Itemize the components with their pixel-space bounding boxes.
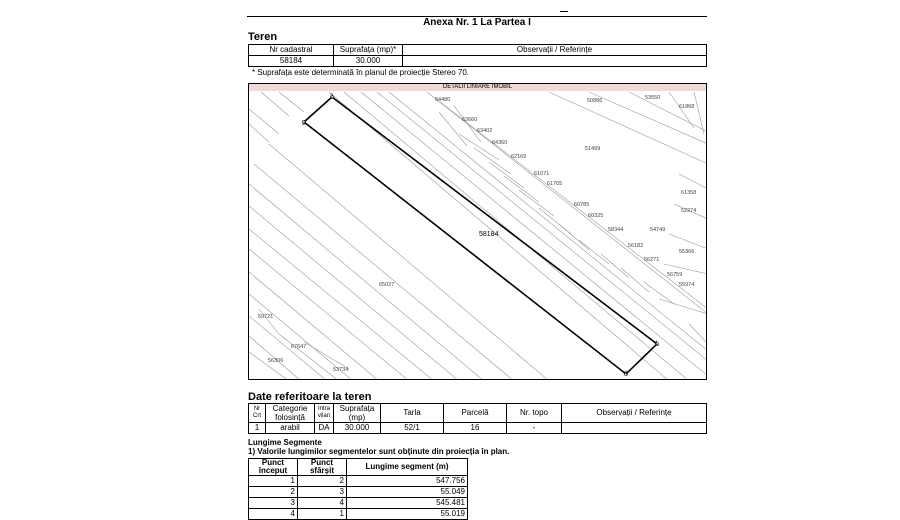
- neighbor-label: 60325: [588, 213, 604, 219]
- col-punct-sfarsit: Punct sfârșit: [298, 459, 347, 476]
- col-categorie: Categorie folosință: [266, 404, 315, 423]
- neighbor-label: 56271: [644, 257, 660, 263]
- table-header-row: [249, 459, 468, 476]
- cell-start: 3: [249, 498, 298, 509]
- cell-suprafata: 30.000: [334, 423, 381, 434]
- parcel-map: [248, 83, 707, 380]
- neighbor-label: 56182: [628, 243, 644, 249]
- neighbor-label: 61358: [681, 190, 697, 196]
- cell-intravilan: DA: [315, 423, 334, 434]
- cell-nr-topo: -: [507, 423, 562, 434]
- neighbor-label: 51499: [585, 146, 601, 152]
- segments-subheading: 1) Valorile lungimilor segmentelor sunt obținute din proiecția în plan.: [248, 447, 510, 456]
- neighbor-label: 53734: [333, 367, 349, 373]
- neighbor-label: 61705: [547, 181, 563, 187]
- col-lungime: Lungime segment (m): [347, 459, 468, 476]
- col-parcela: Parcelă: [444, 404, 507, 423]
- teren-table: [248, 44, 707, 67]
- cell-categorie: arabil: [266, 423, 315, 434]
- cell-start: 4: [249, 509, 298, 520]
- table-row: [249, 487, 468, 498]
- table-header-row: [249, 45, 707, 56]
- cell-start: 2: [249, 487, 298, 498]
- neighbor-label: 62169: [511, 154, 527, 160]
- cell-end: 1: [298, 509, 347, 520]
- cell-length: 55.049: [347, 487, 468, 498]
- col-suprafata: Suprafața (mp)*: [334, 45, 403, 56]
- neighbor-label: 53550: [645, 95, 661, 101]
- vertex-label-1: 1: [655, 341, 659, 347]
- segments-heading: Lungime Segmente: [248, 438, 322, 447]
- col-nr-topo: Nr. topo: [507, 404, 562, 423]
- cell-nr-cadastral: 58184: [249, 56, 334, 67]
- neighbor-label: 64360: [492, 140, 508, 146]
- col-intravilan: Intra vilan: [315, 404, 334, 423]
- neighbor-label: 55366: [679, 249, 695, 255]
- segments-table: [248, 458, 468, 520]
- cell-end: 4: [298, 498, 347, 509]
- top-mark: [560, 11, 568, 12]
- neighbor-label: 63402: [477, 128, 493, 134]
- date-teren-heading: Date referitoare la teren: [248, 391, 372, 403]
- table-row: [249, 509, 468, 520]
- neighbor-label: 50886: [587, 98, 603, 104]
- vertex-label-2: 2: [330, 94, 334, 100]
- cell-parcela: 16: [444, 423, 507, 434]
- col-nr-cadastral: Nr cadastral: [249, 45, 334, 56]
- neighbor-label: 65027: [379, 282, 395, 288]
- table-row: [249, 423, 707, 434]
- neighbor-label: 55974: [679, 282, 695, 288]
- col-suprafata: Suprafața (mp): [334, 404, 381, 423]
- col-nr-crt: Nr Crt: [249, 404, 266, 423]
- cell-tarla: 52/1: [381, 423, 444, 434]
- neighbor-label: 58344: [608, 227, 624, 233]
- neighbor-label: 64480: [435, 97, 451, 103]
- table-row: [249, 56, 707, 67]
- map-linework: [249, 92, 707, 380]
- neighbor-label: 61868: [679, 104, 695, 110]
- map-drawing: [249, 84, 707, 380]
- map-header: DETALII LINIARE IMOBIL: [249, 84, 706, 91]
- cell-length: 55.019: [347, 509, 468, 520]
- col-punct-inceput: Punct început: [249, 459, 298, 476]
- page-title: Anexa Nr. 1 La Partea I: [423, 17, 531, 28]
- neighbor-label: 56759: [667, 272, 683, 278]
- parcel-id-label: 58184: [479, 231, 499, 238]
- cell-length: 547.756: [347, 476, 468, 487]
- table-row: [249, 498, 468, 509]
- surface-footnote: * Suprafața este determinată în planul de proiecție Stereo 70.: [252, 68, 470, 77]
- cell-end: 2: [298, 476, 347, 487]
- vertex-label-3: 3: [302, 121, 306, 127]
- neighbor-label: 54749: [650, 227, 666, 233]
- cell-suprafata: 30.000: [334, 56, 403, 67]
- neighbor-label: 63660: [462, 117, 478, 123]
- cell-length: 545.481: [347, 498, 468, 509]
- neighbor-label: 56306: [268, 358, 284, 364]
- teren-heading: Teren: [248, 31, 278, 43]
- cell-start: 1: [249, 476, 298, 487]
- neighbor-label: 67647: [291, 344, 307, 350]
- cell-nr-crt: 1: [249, 423, 266, 434]
- cell-observatii: [403, 56, 707, 67]
- table-header-row: [249, 404, 707, 423]
- col-observatii: Observații / Referințe: [562, 404, 707, 423]
- neighbor-label: 59721: [258, 314, 274, 320]
- cell-observatii: [562, 423, 707, 434]
- neighbor-label: 60785: [574, 202, 590, 208]
- cell-end: 3: [298, 487, 347, 498]
- col-observatii: Observații / Referințe: [403, 45, 707, 56]
- vertex-label-4: 4: [624, 371, 628, 377]
- neighbor-label: 52274: [681, 208, 697, 214]
- col-tarla: Tarla: [381, 404, 444, 423]
- neighbor-label: 61071: [534, 171, 550, 177]
- table-row: [249, 476, 468, 487]
- date-teren-table: [248, 403, 707, 434]
